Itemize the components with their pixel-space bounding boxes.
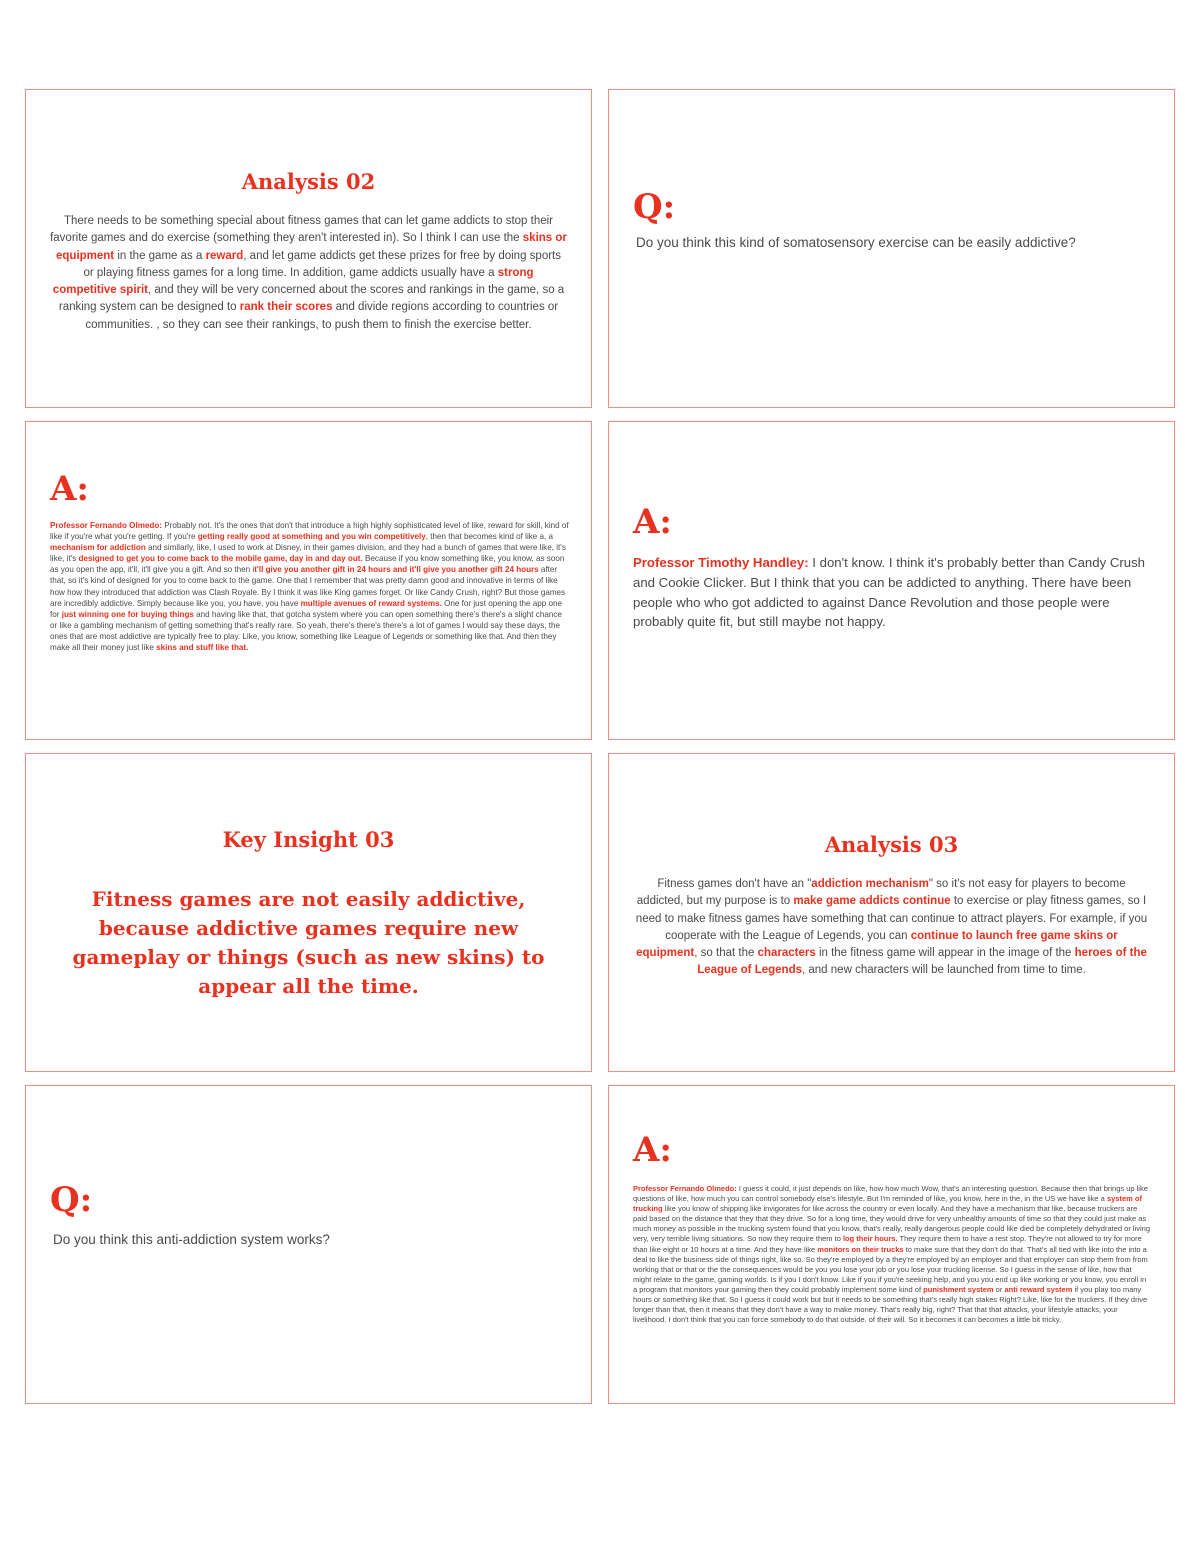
highlighted-phrase: designed to get you to come back to the mobile game, day in and day out. [78, 554, 363, 564]
text-run: Fitness games don't have an " [657, 878, 812, 890]
highlighted-phrase: system of trucking [633, 1194, 1142, 1214]
text-run: There needs to be something special about fitness games that can let game addicts to stop their favorite games and do exercise (something they aren't interested in). So I think I can use the [50, 215, 554, 245]
answer-mark-label: A: [50, 469, 89, 509]
card-analysis-03 [608, 753, 1175, 1072]
highlighted-phrase: characters [757, 947, 816, 960]
highlighted-phrase: skins and stuff like that. [156, 643, 249, 653]
card-answer-handley [608, 421, 1175, 740]
text-run: if you play too many hours or something like that. So I guess it could work but but it needs to be something that's really high stakes Right? Like, like for the truckers. If they drive longer than that, then it means that they don't have a way to make money. That's really big, right? That that that attacks, your lifestyle attacks, your livelihood. I don't think that you can force somebody to do that outside. of their will. So it becomes it can becomes a little bit tricky. [633, 1284, 1148, 1325]
card-question-02 [25, 1085, 592, 1404]
text-run: I guess it could, it just depends on like, how how much Wow, that's an interesting question. Because then that brings up like questions of like, how much you can control somebody else's lifestyle. But I'm reminded of like, you know, here in the, in the US we have like a [633, 1184, 1148, 1204]
card-analysis-02 [25, 89, 592, 408]
text-run: to exercise or play fitness games, so I need to make fitness games have something that can continue to attract players. For example, if you cooperate with the League of Legends, you can [635, 895, 1148, 942]
highlighted-phrase: Professor Fernando Olmedo: [633, 1184, 737, 1193]
text-run: in the game as a [114, 249, 206, 262]
text-run: Probably not. It's the ones that don't that introduce a high highly sophisticated level of like, reward for skill, kind of like if you're what you're getting. If you're [50, 521, 569, 542]
highlighted-phrase: reward [205, 249, 244, 262]
highlighted-phrase: mechanism for addiction [50, 543, 146, 553]
text-run: like you know of shipping like invigorates for like across the country or even locally. And they have a mechanism that like, because truckers are paid based on the distance that they that they drive. So for a long time, they would drive for very unhealthy amounts of time so that they could just make as much money as possible in the trucking system found that you know, that's really, really dangerous people could like died be completely dehydrated or living very, very terrible living situations. So now they require them to [633, 1204, 1150, 1244]
answer-text [633, 1184, 1152, 1325]
highlighted-phrase: Professor Timothy Handley: [633, 555, 809, 570]
highlighted-phrase: make game addicts continue [793, 895, 951, 908]
text-run: and having like that, that gotcha system where you can open something there's there's a slight chance or like a gambling mechanism of getting something that's really rare. So yeah, there's there's there's a lot of games I would say these days, the ones that are most addictive are typically free to play. Like, you know, something like League of Legends or something like that. And then they make all their money just like [50, 609, 562, 653]
highlighted-phrase: log their hours. [842, 1234, 898, 1244]
answer-text [50, 520, 569, 653]
text-run: and similarly, like, I used to work at Disney, in their games division, and they had a bunch of games that were like, it's like, it's [50, 543, 566, 564]
text-run: or [993, 1284, 1005, 1294]
text-run: and divide regions according to countries or communities. , so they can see their rankings, to push them to finish the exercise better. [85, 301, 559, 331]
highlighted-phrase: addiction mechanism [811, 878, 929, 890]
highlighted-phrase: getting really good at something and you win competitively [197, 532, 426, 542]
highlighted-phrase: t'll give you another gift in 24 hours and it'll give you another gift 24 hours [254, 565, 539, 575]
text-run: Because if you know something like, you know, as soon as you open the app, it'll, it'll give you a gift. And so then i [50, 554, 565, 575]
highlighted-phrase: rank their scores [239, 301, 333, 314]
question-text: Do you think this kind of somatosensory exercise can be easily addictive? [636, 235, 1076, 250]
text-run: , and they will be very concerned about the scores and rankings in the game, so a ranking system can be designed to [58, 284, 565, 314]
highlighted-phrase: skins or equipment [56, 232, 567, 262]
highlighted-phrase: punishment system [923, 1284, 994, 1294]
answer-text [633, 553, 1150, 632]
text-run: after that, so it's kind of designed for you to come back to the game. One that I remember that was pretty damn good and innovative in terms of like how how they introduced that addiction was Clash Royale. By I think it was like King games forget. Or like Candy Crush, right? But those games are incredibly addictive. Simply because like you, you have, you have [50, 565, 566, 608]
answer-mark-label: A: [633, 502, 672, 542]
question-mark-label: Q: [50, 1180, 93, 1220]
card-body [50, 213, 567, 334]
text-run: to make sure that they don't do that. That's all tied with like into the into a deal to like the business side of things right, like so. So they're employed by a they're employed by an employer and that employer can stop them from from working that or that or the the consequences would be you you lose your job or you lose your trucking license. So I guess in the sense of like, how that might relate to the game, gaming worlds. Is if you I don't know. Like if you if you're seeking help, and you you end up like working or you know, you enroll in a program that monitors your gaming then they could probably implement some kind of [633, 1244, 1148, 1294]
text-run: One for just opening the app one for [50, 598, 563, 619]
text-run: , and let game addicts get these prizes for free by doing sports or playing fitness games for a long time. In addition, game addicts usually have a [83, 249, 561, 279]
card-question-01 [608, 89, 1175, 408]
card-answer-olmedo-02 [608, 1085, 1175, 1404]
highlighted-phrase: heroes of the League of Legends [697, 947, 1147, 977]
card-body [635, 876, 1148, 980]
text-run: in the fitness game will appear in the image of the [815, 947, 1075, 960]
question-mark-label: Q: [633, 187, 676, 227]
insight-text: Fitness games are not easily addictive, because addictive games require new gameplay or things (such as new skins) to appear all the time. [72, 887, 545, 998]
card-title: Analysis 02 [241, 169, 376, 194]
card-key-insight-03 [25, 753, 592, 1072]
text-run: " so it's not easy for players to become addicted, but my purpose is to [636, 878, 1126, 908]
text-run: , so that the [694, 947, 758, 960]
text-run: They require them to have a rest stop. They're not allowed to try for more than like eight or 10 hours at a time. And they have like [633, 1234, 1142, 1254]
answer-mark-label: A: [633, 1130, 672, 1170]
card-title: Analysis 03 [824, 832, 959, 857]
highlighted-phrase: strong competitive spirit [52, 266, 534, 297]
highlighted-phrase: continue to launch free game skins or equipment [636, 929, 1118, 960]
highlighted-phrase: anti reward system [1004, 1284, 1073, 1294]
text-run: , and new characters will be launched from time to time. [802, 964, 1086, 977]
card-answer-olmedo-01 [25, 421, 592, 740]
question-text: Do you think this anti-addiction system works? [53, 1232, 330, 1247]
card-title: Key Insight 03 [222, 827, 395, 852]
highlighted-phrase: just winning one for buying things [61, 609, 194, 619]
highlighted-phrase: Professor Fernando Olmedo: [50, 521, 162, 530]
highlighted-phrase: monitors on their trucks [817, 1244, 904, 1254]
highlighted-phrase: multiple avenues of reward systems. [300, 598, 442, 608]
text-run: , then that becomes kind of like a, a [425, 532, 554, 542]
text-run: I don't know. I think it's probably better than Candy Crush and Cookie Clicker. But I think that you can be addicted to anything. There have been people who who got addicted to against Dance Revolution and those people were probably quite fit, but still maybe not happy. [633, 555, 1146, 630]
